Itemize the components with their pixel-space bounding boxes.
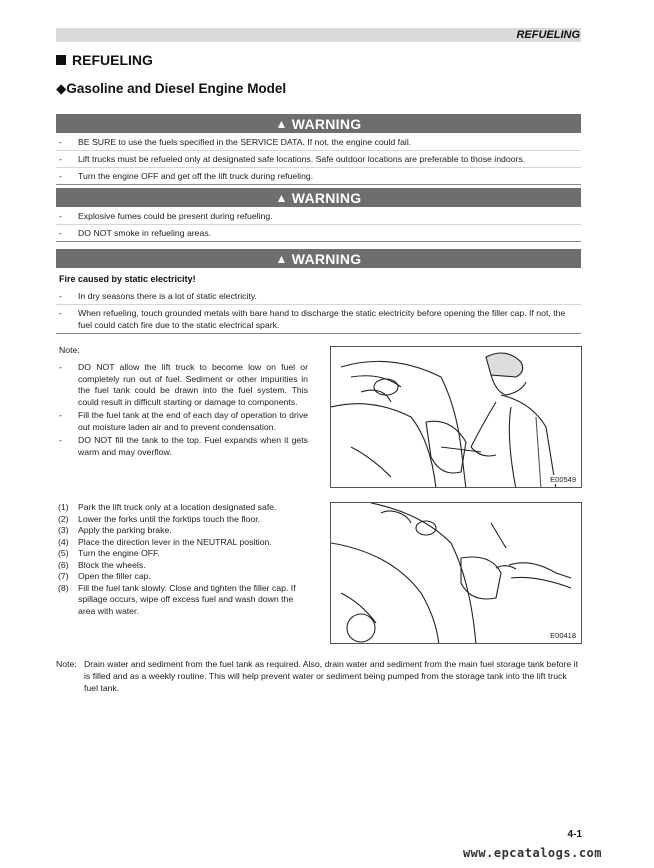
list-item: - Fill the fuel tank at the end of each day of operation to drive out moisture laden air and to prevent condensation. xyxy=(59,410,308,432)
list-item: - DO NOT smoke in refueling areas. xyxy=(56,225,581,242)
filler-cap-illustration xyxy=(331,503,582,644)
list-item: - In dry seasons there is a lot of static electricity. xyxy=(56,288,581,305)
figure-code: E00549 xyxy=(550,475,576,484)
warning-triangle-icon: ▲ xyxy=(275,190,288,205)
step-item: (7) Open the filler cap. xyxy=(58,571,151,581)
warning-2-list xyxy=(56,208,581,242)
diamond-icon: ◆ xyxy=(56,81,67,96)
section-title-text: REFUELING xyxy=(72,52,153,68)
bottom-note-label: Note: xyxy=(56,659,77,669)
list-item: - Lift trucks must be refueled only at designated safe locations. Safe outdoor locations are preferable to those indoors. xyxy=(56,151,581,168)
note-label: Note: xyxy=(59,345,80,355)
step-item: (6) Block the wheels. xyxy=(58,559,146,570)
warning-triangle-icon: ▲ xyxy=(275,116,288,131)
bottom-note xyxy=(56,658,581,694)
step-item: (8) Fill the fuel tank slowly. Close and tighten the filler cap. If spillage occurs, wipe off excess fuel and wash down the area with water. xyxy=(58,582,296,616)
step-item: (3) Apply the parking brake. xyxy=(58,525,172,535)
watermark-site: www.epcatalogs.com xyxy=(462,846,602,860)
step-item: (2) Lower the forks until the forktips touch the floor. xyxy=(58,513,261,524)
warning-banner-2 xyxy=(56,188,581,207)
warning-3-list xyxy=(56,288,581,334)
figure-refueling-person xyxy=(330,346,582,488)
warning-1-list xyxy=(56,134,581,185)
list-item: - DO NOT fill the tank to the top. Fuel expands when it gets warm and may overflow. xyxy=(59,435,308,457)
warning-label: WARNING xyxy=(291,250,362,267)
warning-label: WARNING xyxy=(291,115,362,132)
page-number: 4-1 xyxy=(567,829,582,840)
step-item: (4) Place the direction lever in the NEUTRAL position. xyxy=(58,536,272,547)
step-item: (5) Turn the engine OFF. xyxy=(58,548,160,558)
note-list xyxy=(56,362,308,460)
list-item: - BE SURE to use the fuels specified in the SERVICE DATA. If not, the engine could fail. xyxy=(56,134,581,151)
subsection-title-text: Gasoline and Diesel Engine Model xyxy=(66,81,287,96)
refueling-illustration xyxy=(331,347,582,488)
warning-label: WARNING xyxy=(291,189,362,206)
list-item: - DO NOT allow the lift truck to become low on fuel or completely run out of fuel. Sediment or other impurities in the fuel tank could be drawn into the fuel system. This could result in difficult starting or damage to components. xyxy=(59,362,308,407)
warning-triangle-icon: ▲ xyxy=(275,251,288,266)
section-title xyxy=(56,52,153,68)
list-item: - Turn the engine OFF and get off the lift truck during refueling. xyxy=(56,168,581,185)
black-square-icon xyxy=(56,55,66,65)
list-item: - Explosive fumes could be present during refueling. xyxy=(56,208,581,225)
procedure-steps xyxy=(56,502,312,617)
warning-3-heading: Fire caused by static electricity! xyxy=(59,274,196,284)
list-item: - When refueling, touch grounded metals with bare hand to discharge the static electricity before opening the filler cap. If not, the fuel could catch fire due to the static electrical spark. xyxy=(56,305,581,334)
bottom-note-text: Drain water and sediment from the fuel tank as required. Also, drain water and sediment from the main fuel storage tank before it is filled and as a weekly routine. This will help prevent water or sediment being pumped from the storage tank into the lift truck fuel tank. xyxy=(84,659,578,693)
figure-code: E00418 xyxy=(550,631,576,640)
figure-filler-cap xyxy=(330,502,582,644)
warning-banner-1 xyxy=(56,114,581,133)
subsection-title xyxy=(56,81,286,97)
warning-banner-3 xyxy=(56,249,581,268)
step-item: (1) Park the lift truck only at a location designated safe. xyxy=(58,502,277,512)
running-header: REFUELING xyxy=(516,29,580,41)
header-bar xyxy=(56,28,581,42)
